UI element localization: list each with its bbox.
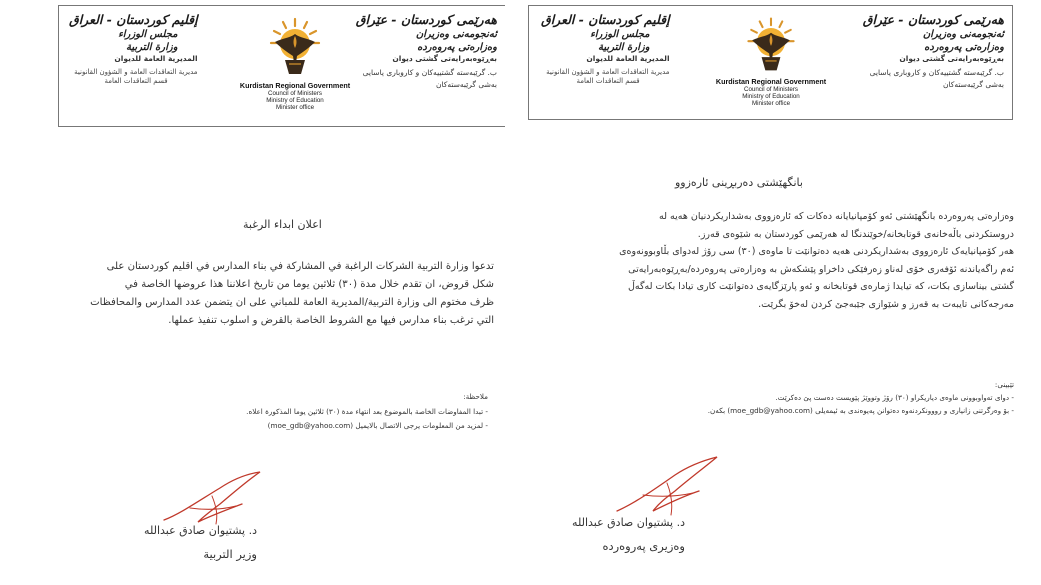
kurdistan-emblem [710,12,832,107]
letterhead-line: وزارة التربية [598,42,650,54]
notes-section [610,378,1014,417]
document-title: بانگهێشتی دەربڕینی ئارەزوو [675,176,803,189]
letterhead-kurdish-block [356,12,497,90]
handwritten-signature [613,455,729,521]
document-body [74,258,494,330]
eagle-emblem-icon [263,12,327,80]
letterhead-line: قسم التعاقدات العامة [104,77,168,86]
body-line: گشتی بیناسازی بکات، کە تیایدا ژمارەی قوتابخانە و ئەو پارێزگایەی دەتوانێت کاری تیادا بکات لەگەڵ [628,281,1014,293]
body-line: وەزارەتی پەروەردە بانگهێشتی ئەو کۆمپانیایانە دەکات کە ئارەزووی بەشداریکردنیان هەیە لە [659,211,1014,222]
letterhead-line: هەرێمی کوردستان - عێراق [862,12,1004,27]
letterhead-line: ب. گرێبه‌سته گشتییه‌كان و كاروباری یاسایی [362,68,497,77]
letterhead-line: ئه‌نجومه‌نی وه‌زیران [922,29,1004,41]
note-text: لمزيد من المعلومات يرجى الاتصال بالايميل (moe_gdb@yahoo.com) [267,421,484,430]
letterhead-line: ئه‌نجومه‌نی وه‌زیران [415,29,497,41]
note-item: - لمزيد من المعلومات يرجى الاتصال بالايميل (moe_gdb@yahoo.com) [267,421,488,430]
body-line: مەرجەکانی تایبەت بە قەرز و شێوازی جێبەجێ کردن لەخۆ بگرێت. [758,298,1014,310]
note-text: دوای تەواوبوونی ماوەی دیاریکراو (٣٠) رۆژ وتووێژ پێویست دەست پێ دەکرێت. [775,393,1010,402]
letterhead-line: وزارة التربية [126,42,178,54]
emblem-title: Kurdistan Regional Government [715,77,827,86]
letterhead-line: به‌شی گرێبه‌سته‌كان [435,79,497,89]
letterhead-line: المديرية العامة للديوان [586,54,670,64]
eagle-emblem-icon [740,12,802,76]
emblem-subline: Ministry of Education [742,93,800,101]
note-text: تبدا المفاوضات الخاصة بالموضوع بعد انتهاء مدة (٣٠) ثلاثين يوما المذكورة اعلاه. [246,406,484,416]
note-item: - بۆ وەرگرتنی زانیاری و رووونکردنەوە دەتوانن پەیوەندی بە ئیمەیلی (moe_gdb@yahoo.com) بکەن. [707,406,1014,415]
letterhead-line: وه‌زاره‌تی په‌روه‌رده [924,42,1004,54]
body-line: هەر کۆمپانیایەک ئارەزووی بەشداریکردنی هەیە دەتوانێت تا ماوەی (٣٠) سی رۆژ لەدوای بڵاوبوونەوەی [619,246,1014,258]
body-line: دروستکردنی باڵەخانەی قوتابخانە/خوێندنگا لە هەرێمی کوردستان بە شێوەی قەرز. [697,228,1014,240]
kurdistan-emblem [237,12,353,111]
letterhead-line: ب. گرێبه‌سته گشتییه‌كان و كاروباری یاسایی [869,68,1004,77]
letterhead-line: إقليم كوردستان - العراق [69,12,198,27]
emblem-subline: Council of Ministers [744,86,798,93]
body-line: التي ترغب بناء مدارس فيها مع الشروط الخاصة بالقرض و اسلوب تنفيذ عملها. [168,315,494,326]
emblem-subline: Minister office [275,104,315,112]
letterhead-line: مجلس الوزراء [118,29,178,41]
letterhead-line: مجلس الوزراء [590,29,650,41]
signature-block [127,524,257,561]
letterhead-line: به‌ڕێوه‌به‌رایه‌تی گشتی دیوان [899,54,1004,64]
body-line: شكل قروض، ان تقدم خلال مدة (٣٠) ثلاثين يوما من تاريخ اعلاننا هذا عروضها الخاصة في [124,279,494,290]
note-item: - دوای تەواوبوونی ماوەی دیاریکراو (٣٠) رۆژ وتووێژ پێویست دەست پێ دەکرێت. [775,393,1014,402]
signer-name: د. پشتیوان صادق عبدالله [144,524,257,537]
letterhead [528,5,1013,120]
letterhead-line: المديرية العامة للديوان [114,54,198,64]
body-line: ظرف مختوم الى وزارة التربية/المديرية العامة للمباني على ان يتضمن عدد المدارس والمحافظات [90,297,494,308]
document-body [540,208,1014,314]
letterhead-line: مديرية التعاقدات العامة و الشؤون القانونية [546,68,670,76]
letterhead-line: هەرێمی کوردستان - عێراق [355,12,497,27]
notes-heading: تێبینی: [994,380,1014,389]
letterhead-line: به‌ڕێوه‌به‌رایه‌تی گشتی دیوان [392,54,497,64]
letterhead-line: به‌شی گرێبه‌سته‌كان [942,79,1004,89]
body-line: تدعوا وزارة التربية الشركات الراغبة في المشاركة في بناء المدارس في اقليم كوردستان على [106,261,494,272]
letterhead-line: مديرية التعاقدات العامة و الشؤون القانونية [74,68,198,76]
emblem-title: Kurdistan Regional Government [239,81,351,90]
signer-name: د. پشتیوان صادق عبدالله [572,516,685,529]
letterhead-arabic-block [69,12,198,86]
kurdish-letter [505,0,1041,585]
body-line: ئەم راگەیاندنە ئۆفەری خۆی لەناو زەرفێکی داخراو پێشکەش بە وەزارەتی پەروەردە/بەڕێوەبەرایەتی [628,263,1014,275]
emblem-subline: Council of Ministers [268,90,322,97]
letterhead [58,5,506,127]
note-text: بۆ وەرگرتنی زانیاری و رووونکردنەوە دەتوانن پەیوەندی بە ئیمەیلی (moe_gdb@yahoo.com) بکەن. [707,406,1010,415]
note-item: - تبدا المفاوضات الخاصة بالموضوع بعد انتهاء مدة (٣٠) ثلاثين يوما المذكورة اعلاه. [246,406,488,416]
letterhead-arabic-block [541,12,670,86]
emblem-subline: Minister office [751,100,791,108]
letterhead-line: إقليم كوردستان - العراق [541,12,670,27]
document-title: اعلان ابداء الرغبة [243,218,322,231]
letterhead-line: قسم التعاقدات العامة [576,77,640,86]
letterhead-line: وه‌زاره‌تی په‌روه‌رده [417,42,497,54]
signer-title: وەزیری پەروەردە [602,539,685,553]
signature-block [565,516,685,553]
notes-heading: ملاحظة: [463,392,488,401]
letterhead-kurdish-block [863,12,1004,90]
handwritten-signature [160,470,270,530]
notes-section [230,390,488,434]
emblem-subline: Ministry of Education [266,97,324,105]
signer-title: وزير التربية [203,547,257,561]
